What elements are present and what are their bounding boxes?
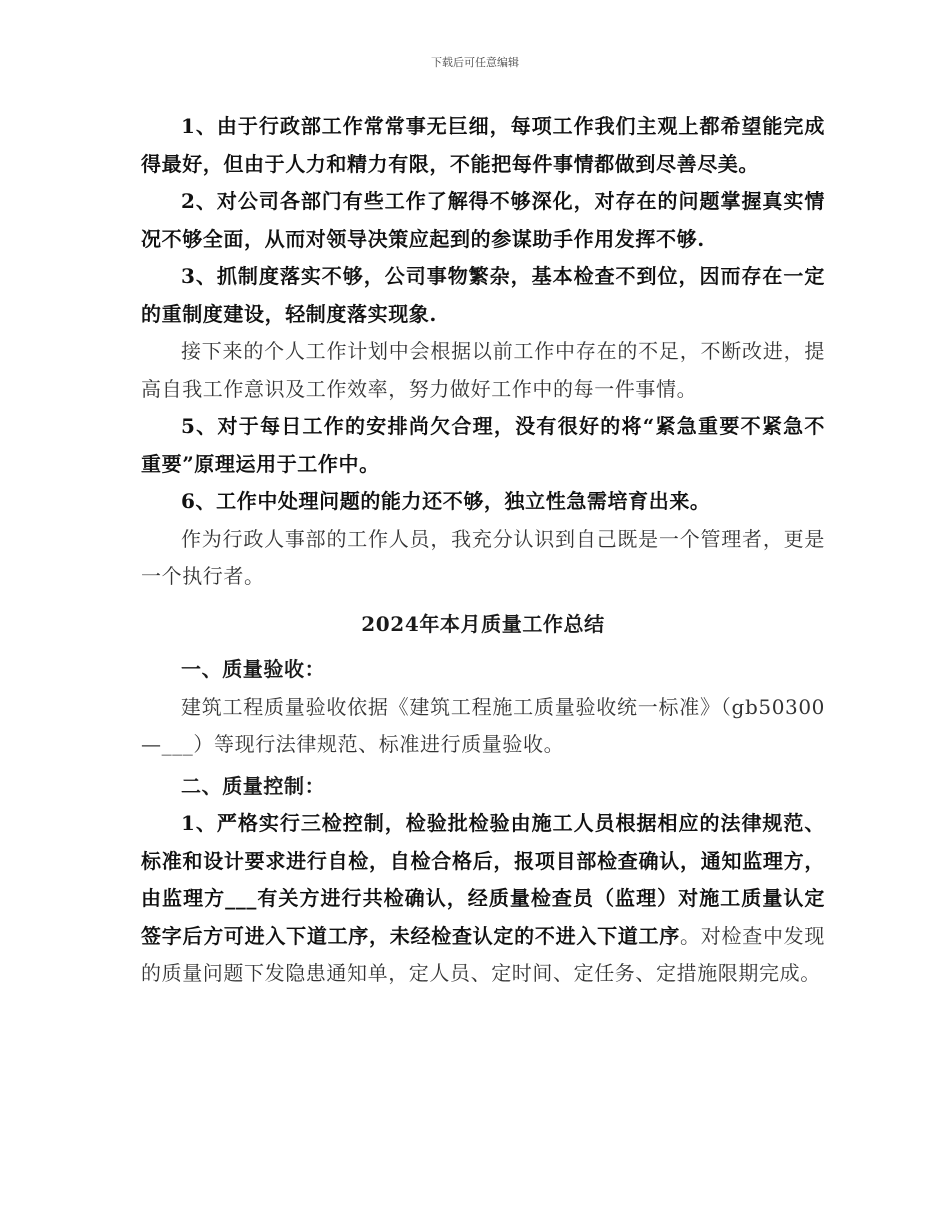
paragraph-6: 6、工作中处理问题的能力还不够，独立性急需培育出来。 <box>181 489 711 513</box>
heading-quality-control: 二、质量控制： <box>181 773 326 798</box>
paragraph-5: 5、对于每日工作的安排尚欠合理，没有很好的将“紧急重要不紧急不重要”原理运用于工作中。 <box>141 414 825 476</box>
paragraph-quality-control-bold: 1、严格实行三检控制，检验批检验由施工人员根据相应的法律规范、标准和设计要求进行自检，自检合格后，报项目部检查确认，通知监理方，由监理方___有关方进行共检确认，经质量检查员（监理）对施工质量认定签字后方可进入下道工序，未经检查认定的不进入下道工序 <box>141 811 825 948</box>
paragraph-7: 作为行政人事部的工作人员，我充分认识到自己既是一个管理者，更是一个执行者。 <box>141 526 825 588</box>
page-header: 下载后可任意编辑 <box>431 56 519 69</box>
paragraph-quality-control-normal: 。对检查中发现的质量问题下发隐患通知单，定人员、定时间、定任务、定措施限期完成。 <box>141 923 826 985</box>
paragraph-quality-control <box>141 805 825 993</box>
section-title: 2024年本月质量工作总结 <box>361 611 605 636</box>
paragraph-4: 接下来的个人工作计划中会根据以前工作中存在的不足，不断改进，提高自我工作意识及工作效率，努力做好工作中的每一件事情。 <box>141 339 825 401</box>
paragraph-3: 3、抓制度落实不够，公司事物繁杂，基本检查不到位，因而存在一定的重制度建设，轻制度落实现象. <box>141 264 825 326</box>
paragraph-1: 1、由于行政部工作常常事无巨细，每项工作我们主观上都希望能完成得最好，但由于人力和精力有限，不能把每件事情都做到尽善尽美。 <box>141 114 825 176</box>
heading-quality-acceptance: 一、质量验收： <box>181 657 326 681</box>
paragraph-2: 2、对公司各部门有些工作了解得不够深化，对存在的问题掌握真实情况不够全面，从而对领导决策应起到的参谋助手作用发挥不够. <box>141 189 825 251</box>
document-body <box>141 108 825 993</box>
paragraph-quality-acceptance: 建筑工程质量验收依据《建筑工程施工质量验收统一标准》（gb50300—___）等现行法律规范、标准进行质量验收。 <box>141 694 825 756</box>
